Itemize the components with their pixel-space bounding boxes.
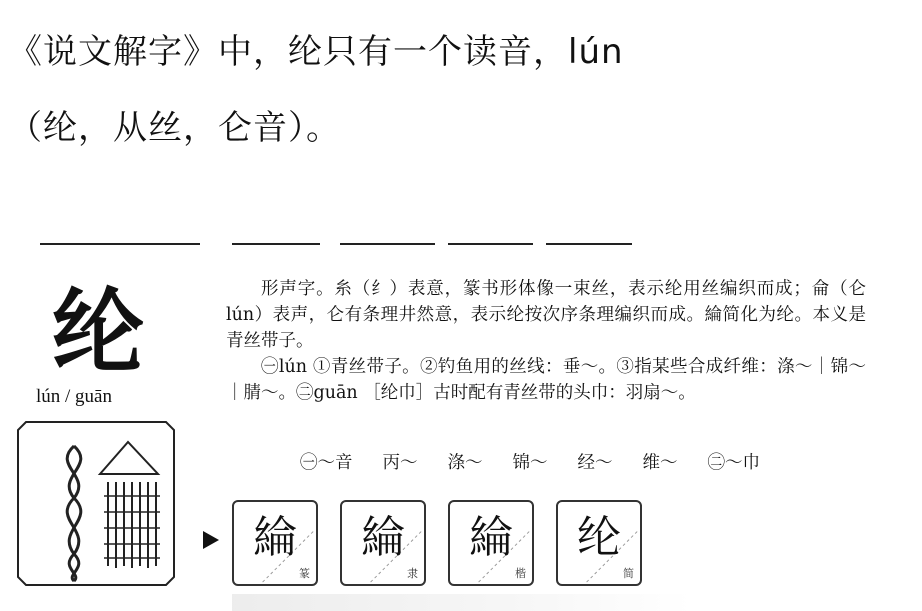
header-rule-5 [546,243,632,245]
word-item: ㊁～巾 [707,453,760,473]
script-label: 楷 [515,567,526,580]
headword-pinyin: lún / guān [36,386,112,407]
script-glyph: 綸 [361,512,405,563]
script-label: 简 [623,567,634,580]
header-rule-4 [448,243,533,245]
caption-line-2: （纶，从丝，仑音）。 [8,108,341,148]
watermark-strip [232,594,692,611]
definition-text [226,276,866,406]
script-box-clerical [340,500,426,586]
script-glyph: 綸 [253,512,297,563]
word-item: ㊀～音 [300,453,353,473]
header-rule-1 [40,243,200,245]
script-box-regular [448,500,534,586]
header-rule-3 [340,243,435,245]
word-item: 经～ [577,453,613,473]
word-list [300,450,860,476]
script-glyph: 綸 [469,512,513,563]
headword-character: 纶 [52,278,145,386]
word-item: 维～ [642,453,678,473]
word-item: 涤～ [447,453,483,473]
word-item: 丙～ [382,453,418,473]
caption-line-1: 《说文解字》中，纶只有一个读音，lún [8,32,624,72]
definition-paragraph-2: ㊀lún ①青丝带子。②钓鱼用的丝线：垂～。③指某些合成纤维：涤～｜锦～｜腈～。㊁guān ［纶巾］古时配有青丝带的头巾：羽扇～。 [226,357,866,403]
script-box-simplified [556,500,642,586]
header-rule-2 [232,243,320,245]
arrow-right-icon [203,531,219,549]
definition-paragraph-1: 形声字。糸（纟）表意，篆书形体像一束丝，表示纶用丝编织而成；侖（仑lún）表声，仑有条理井然意，表示纶按次序条理编织而成。綸简化为纶。本义是青丝带子。 [226,279,866,351]
script-label: 隶 [407,567,418,580]
script-box-seal [232,500,318,586]
word-item: 锦～ [512,453,548,473]
script-label: 篆 [299,567,310,580]
origin-illustration [12,416,180,591]
caption-text [8,14,913,166]
script-glyph: 纶 [577,512,621,563]
